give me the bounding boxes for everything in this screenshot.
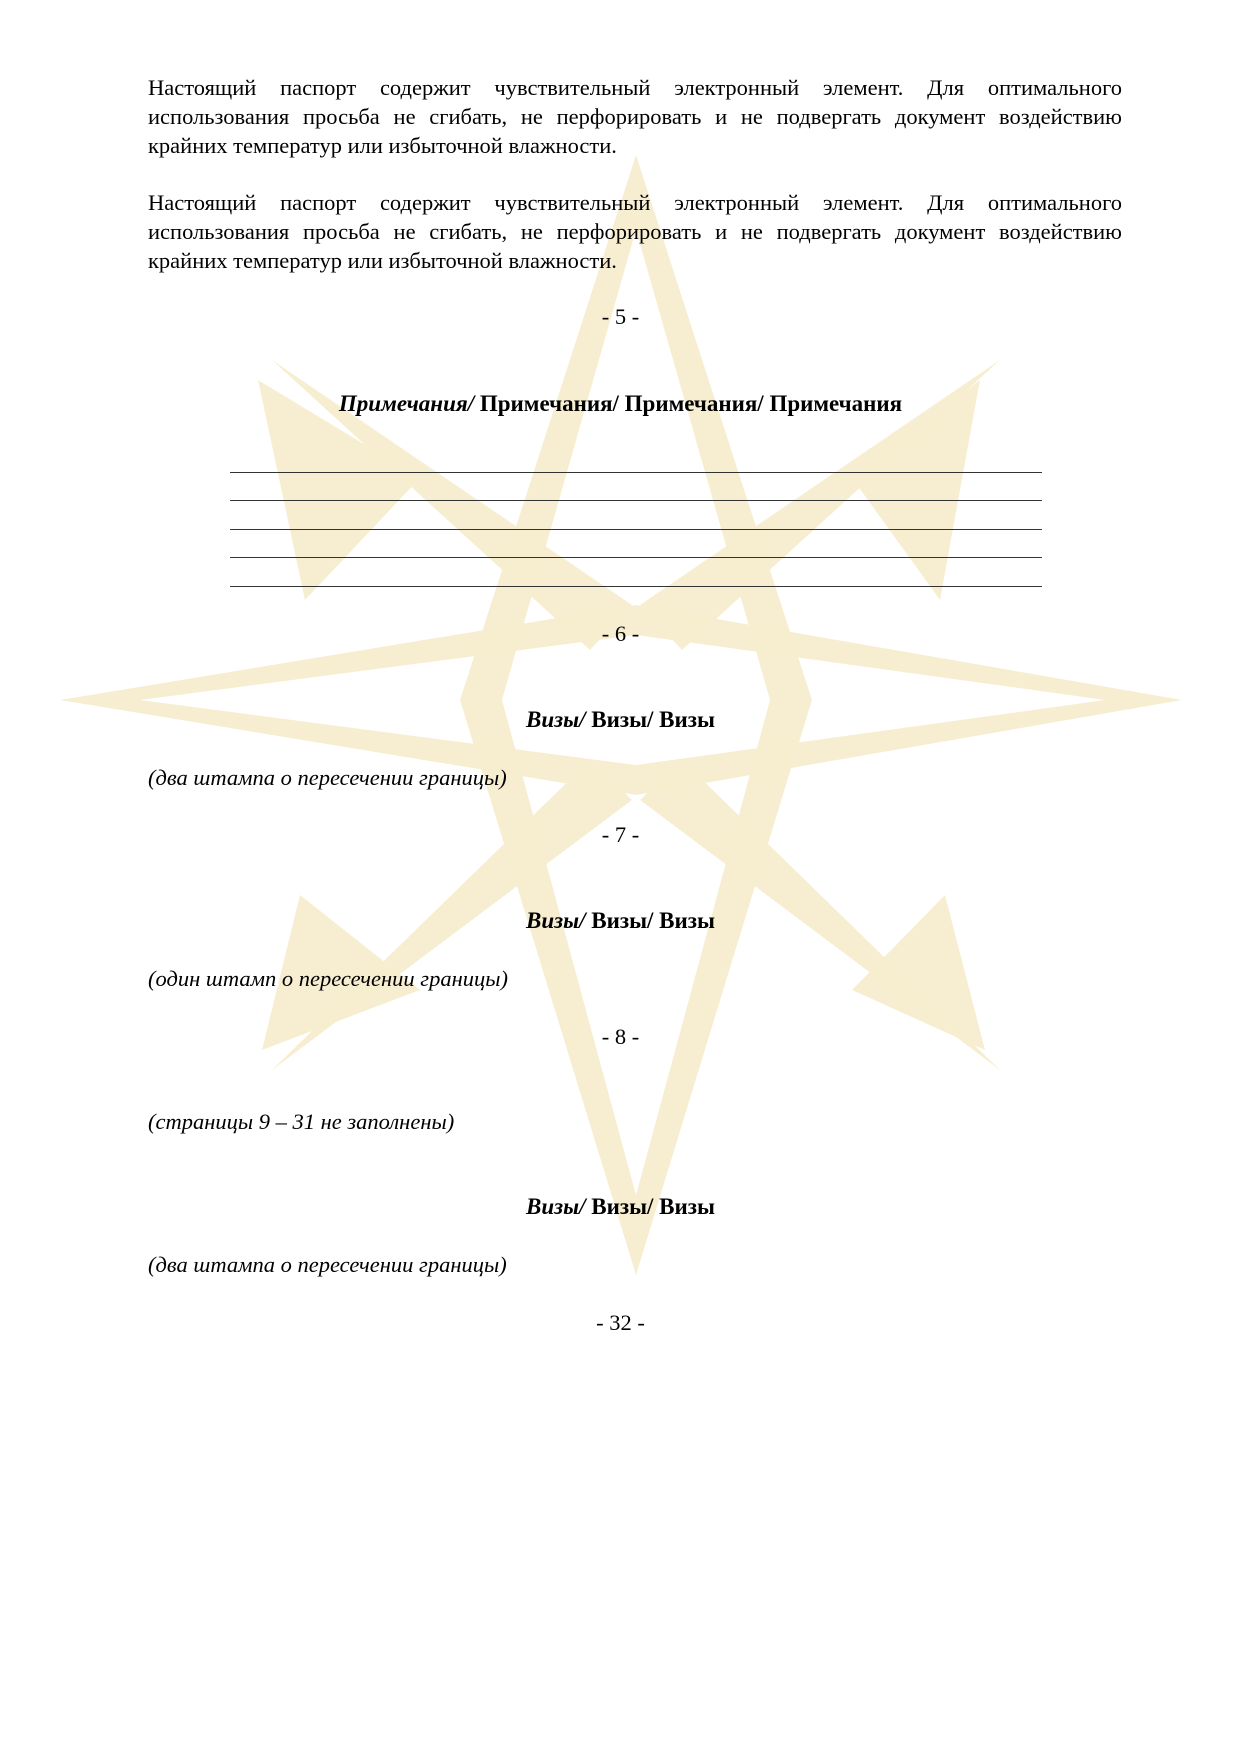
- stamps-note: (два штампа о пересечении границы): [148, 1252, 507, 1277]
- stamps-note: (один штамп о пересечении границы): [148, 966, 508, 991]
- passport-notice-paragraph: Настоящий паспорт содержит чувствительный электронный элемент. Для оптимального использования просьба не сгибать, не перфорировать и не подвергать документ воздействию крайних температур или избыточной влажности.: [148, 75, 1122, 158]
- visas-heading-bold: Визы/ Визы: [585, 707, 715, 732]
- visas-heading: [0, 906, 1241, 935]
- page-number: - 32 -: [596, 1310, 645, 1335]
- visas-heading-bold: Визы/ Визы: [585, 908, 715, 933]
- page-number: - 7 -: [601, 822, 640, 847]
- notes-blank-line: [230, 472, 1042, 473]
- visas-heading-italic: Визы/: [526, 1194, 586, 1219]
- notes-heading: [0, 389, 1241, 418]
- visas-heading-bold: Визы/ Визы: [585, 1194, 715, 1219]
- notes-heading-italic: Примечания/: [338, 391, 475, 416]
- visas-heading: [0, 705, 1241, 734]
- passport-notice-paragraph: Настоящий паспорт содержит чувствительный электронный элемент. Для оптимального использования просьба не сгибать, не перфорировать и не подвергать документ воздействию крайних температур или избыточной влажности.: [148, 190, 1122, 273]
- visas-heading-italic: Визы/: [526, 707, 586, 732]
- page-number: - 8 -: [601, 1024, 640, 1049]
- page-number: - 6 -: [601, 621, 640, 646]
- notes-blank-line: [230, 500, 1042, 501]
- visas-heading: [0, 1192, 1241, 1221]
- page-number: - 5 -: [601, 304, 640, 329]
- notes-blank-line: [230, 557, 1042, 558]
- visas-heading-italic: Визы/: [526, 908, 586, 933]
- stamps-note: (два штампа о пересечении границы): [148, 765, 507, 790]
- blank-pages-note: (страницы 9 – 31 не заполнены): [148, 1109, 455, 1134]
- notes-blank-line: [230, 586, 1042, 587]
- notes-heading-bold: Примечания/ Примечания/ Примечания: [474, 391, 903, 416]
- notes-blank-line: [230, 529, 1042, 530]
